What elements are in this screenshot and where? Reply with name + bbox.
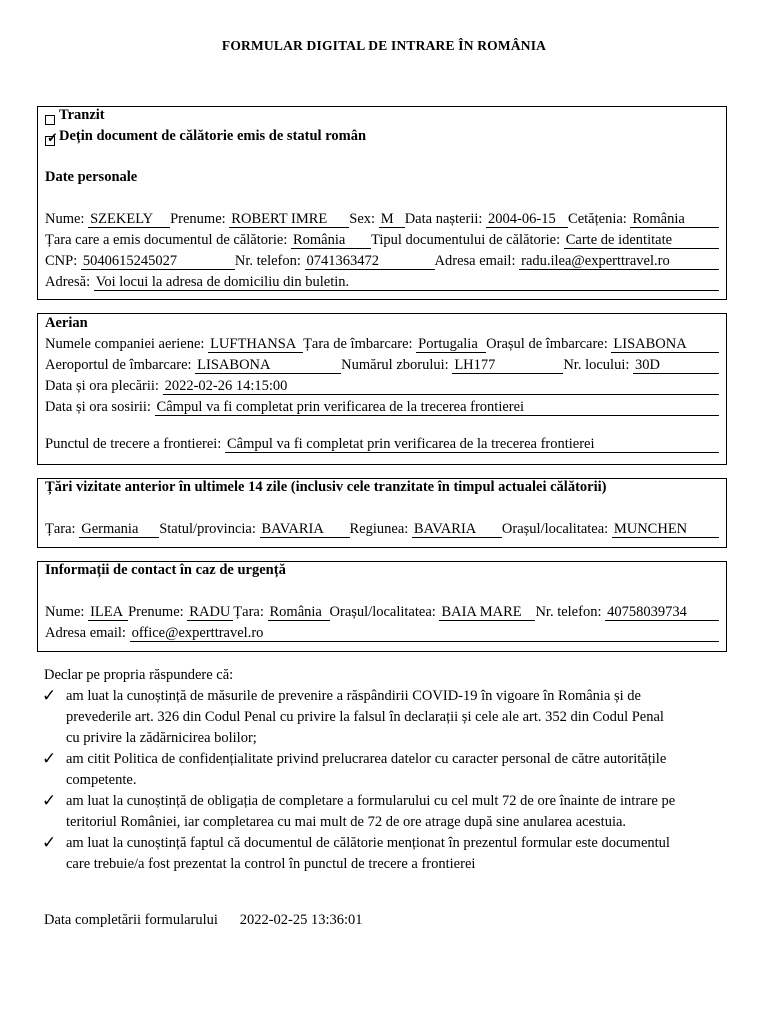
emergency-row-2: Adresa email: office@experttravel.ro <box>45 625 719 642</box>
check-icon: ✓ <box>42 749 57 769</box>
email-field[interactable]: radu.ilea@experttravel.ro <box>519 253 719 270</box>
emergency-contact-section <box>37 561 727 652</box>
declaration-intro: Declar pe propria răspundere că: <box>44 667 234 683</box>
check-icon: ✓ <box>42 833 57 853</box>
prenume-field[interactable]: ROBERT IMRE <box>229 211 349 228</box>
visited-heading: Țări vizitate anterior în ultimele 14 zile (inclusiv cele tranzitate în timpul actualei călătorii) <box>45 479 607 495</box>
check-icon: ✓ <box>42 686 57 706</box>
visited-region-field[interactable]: BAVARIA <box>412 521 502 538</box>
declaration <box>44 665 734 875</box>
visited-country-field[interactable]: Germania <box>79 521 159 538</box>
completion-date <box>44 912 363 929</box>
declaration-item: ✓ am luat la cunoștință de obligația de completare a formularului cu cel mult 72 de ore înainte de intrare pe teritoriul României, iar completarea cu mai mult de 72 de ore atrage după sine anularea acestuia. <box>42 791 676 830</box>
address-field[interactable]: Voi locui la adresa de domiciliu din buletin. <box>94 274 719 291</box>
airline-field[interactable]: LUFTHANSA <box>208 336 303 353</box>
aerian-row-5: Punctul de trecere a frontierei: Câmpul va fi completat prin verificarea de la trecerea frontierei <box>45 436 719 453</box>
visited-state-field[interactable]: BAVARIA <box>260 521 350 538</box>
personal-row-1: Nume: SZEKELY Prenume: ROBERT IMRE Sex: M Data nașterii: 2004-06-15 Cetățenia: România <box>45 211 719 228</box>
flight-number-field[interactable]: LH177 <box>452 357 563 374</box>
departure-city-field[interactable]: LISABONA <box>611 336 719 353</box>
document-ro-option[interactable] <box>45 128 719 145</box>
emergency-row-1: Nume: ILEA Prenume: RADU Țara: România Orașul/localitatea: BAIA MARE Nr. telefon: 40758039734 <box>45 604 719 621</box>
tranzit-checkbox[interactable] <box>45 115 55 125</box>
completion-date-label: Data completării formularului <box>44 912 218 928</box>
aerian-section <box>37 313 727 465</box>
emergency-firstname-field[interactable]: RADU <box>187 604 233 621</box>
document-ro-checkbox[interactable] <box>45 136 55 146</box>
aerian-row-4: Data și ora sosirii: Câmpul va fi completat prin verificarea de la trecerea frontierei <box>45 399 719 416</box>
citizenship-field[interactable]: România <box>630 211 719 228</box>
visited-row: Țara: Germania Statul/provincia: BAVARIA Regiunea: BAVARIA Orașul/localitatea: MUNCHEN <box>45 521 719 538</box>
phone-field[interactable]: 0741363472 <box>305 253 435 270</box>
declaration-item: ✓ am luat la cunoștință faptul că documentul de călătorie menționat în prezentul formular este documentul care trebuie/a fost prezentat la control în punctul de trecere a frontierei <box>42 833 670 872</box>
sex-field[interactable]: M <box>379 211 405 228</box>
visited-city-field[interactable]: MUNCHEN <box>612 521 719 538</box>
emergency-heading: Informații de contact în caz de urgență <box>45 562 286 578</box>
personal-heading: Date personale <box>45 169 138 185</box>
border-crossing-field[interactable]: Câmpul va fi completat prin verificarea de la trecerea frontierei <box>225 436 719 453</box>
personal-section <box>37 106 727 300</box>
completion-date-value: 2022-02-25 13:36:01 <box>239 912 363 928</box>
aerian-row-1: Numele companiei aeriene: LUFTHANSA Țara de îmbarcare: Portugalia Orașul de îmbarcare: LISABONA <box>45 336 719 353</box>
declaration-item: ✓ am luat la cunoștință de măsurile de prevenire a răspândirii COVID-19 în vigoare în România și de prevederile art. 326 din Codul Penal cu privire la falsul în declarații și cele ale art. 352 din Codul Penal cu privire la zădărnicirea bolilor; <box>42 686 664 746</box>
declaration-item: ✓ am citit Politica de confidențialitate privind prelucrarea datelor cu caracter personal de către autoritățile competente. <box>42 749 667 788</box>
seat-field[interactable]: 30D <box>633 357 719 374</box>
birth-date-field[interactable]: 2004-06-15 <box>486 211 568 228</box>
check-icon: ✓ <box>42 791 57 811</box>
aerian-row-2: Aeroportul de îmbarcare: LISABONA Numărul zborului: LH177 Nr. locului: 30D <box>45 357 719 374</box>
emergency-name-field[interactable]: ILEA <box>88 604 128 621</box>
aerian-row-3: Data și ora plecării: 2022-02-26 14:15:00 <box>45 378 719 395</box>
personal-row-4: Adresă: Voi locui la adresa de domiciliu din buletin. <box>45 274 719 291</box>
tranzit-label: Tranzit <box>59 107 105 123</box>
aerian-heading: Aerian <box>45 315 88 331</box>
document-ro-label: Dețin document de călătorie emis de statul român <box>59 128 367 144</box>
visited-countries-section <box>37 478 727 548</box>
cnp-field[interactable]: 5040615245027 <box>81 253 235 270</box>
departure-datetime-field[interactable]: 2022-02-26 14:15:00 <box>163 378 719 395</box>
personal-row-3: CNP: 5040615245027 Nr. telefon: 0741363472 Adresa email: radu.ilea@experttravel.ro <box>45 253 719 270</box>
airport-field[interactable]: LISABONA <box>195 357 341 374</box>
document-type-field[interactable]: Carte de identitate <box>564 232 719 249</box>
emergency-email-field[interactable]: office@experttravel.ro <box>130 625 719 642</box>
emergency-phone-field[interactable]: 40758039734 <box>605 604 719 621</box>
emergency-city-field[interactable]: BAIA MARE <box>439 604 535 621</box>
nume-field[interactable]: SZEKELY <box>88 211 170 228</box>
emergency-country-field[interactable]: România <box>268 604 330 621</box>
tranzit-option[interactable] <box>45 107 719 124</box>
issuing-country-field[interactable]: România <box>291 232 371 249</box>
page-title: FORMULAR DIGITAL DE INTRARE ÎN ROMÂNIA <box>221 38 547 53</box>
personal-row-2: Țara care a emis documentul de călătorie: România Tipul documentului de călătorie: Carte de identitate <box>45 232 719 249</box>
departure-country-field[interactable]: Portugalia <box>416 336 486 353</box>
arrival-datetime-field[interactable]: Câmpul va fi completat prin verificarea de la trecerea frontierei <box>155 399 719 416</box>
